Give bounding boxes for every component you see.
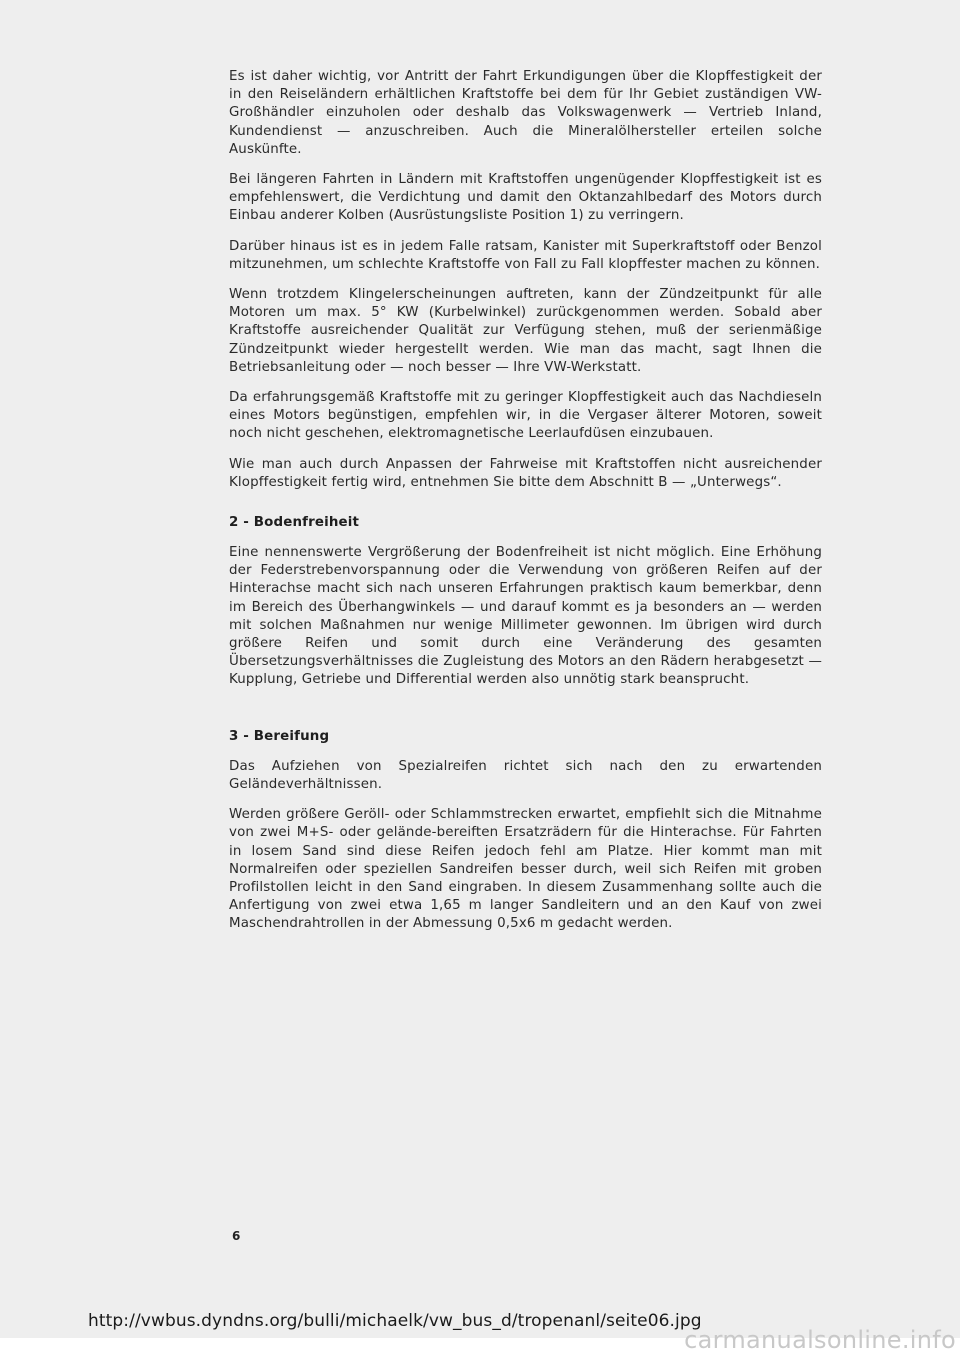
- paragraph-verdichtung: Bei längeren Fahrten in Ländern mit Kraftstoffen ungenügender Klopffestigkeit ist es empfehlenswert, die Verdichtung und damit den Oktanzahlbedarf des Motors durch Einbau anderer Kolben (Ausrüstungsliste Position 1) zu verringern.: [229, 172, 822, 224]
- paragraph-fahrweise: Wie man auch durch Anpassen der Fahrweise mit Kraftstoffen nicht ausreichender Klopffestigkeit fertig wird, entnehmen Sie bitte dem Abschnitt B — „Unterwegs“.: [229, 456, 822, 490]
- paragraph-nachdieseln: Da erfahrungsgemäß Kraftstoffe mit zu geringer Klopffestigkeit auch das Nachdieseln eines Motors begünstigen, empfehlen wir, in die Vergaser älterer Motoren, soweit noch nicht geschehen, elektromagnetische Leerlaufdüsen einzubauen.: [229, 390, 822, 442]
- paragraph-geroell-sand: Werden größere Geröll- oder Schlammstrecken erwartet, empfiehlt sich die Mitnahme von zwei M+S- oder gelände-bereiften Ersatzrädern für die Hinterachse. Für Fahrten in losem Sand sind diese Reifen jedoch fehl am Platze. Hier kommt man mit Normalreifen oder speziellen Sandreifen besser durch, weil sich Reifen mit groben Profilstollen leicht in den Sand eingraben. In diesem Zusammenhang sollte auch die Anfertigung von zwei etwa 1,65 m langer Sandleitern und an den Kauf von zwei Maschendrahtrollen in der Abmessung 0,5x6 m gedacht werden.: [229, 807, 822, 932]
- page-body: [229, 68, 822, 946]
- section-heading-bereifung: 3 - Bereifung: [229, 728, 330, 744]
- paragraph-klopffestigkeit-info: Es ist daher wichtig, vor Antritt der Fahrt Erkundigungen über die Klopffestigkeit der in den Reiseländern erhältlichen Kraftstoffe bei dem für Ihr Gebiet zuständigen VW-Großhändler einzuholen oder deshalb das Volkswagenwerk — Vertrieb Inland, Kundendienst — anzuschreiben. Auch die Mineralölhersteller erteilen solche Auskünfte.: [229, 69, 822, 157]
- paragraph-spezialreifen: Das Aufziehen von Spezialreifen richtet sich nach den zu erwartenden Geländeverhältnissen.: [229, 758, 822, 792]
- page-number: 6: [232, 1229, 241, 1243]
- site-watermark: carmanualsonline.info: [684, 1326, 956, 1354]
- source-url-link[interactable]: http://vwbus.dyndns.org/bulli/michaelk/vw_bus_d/tropenanl/seite06.jpg: [88, 1311, 702, 1331]
- paragraph-zuendzeitpunkt: Wenn trotzdem Klingelerscheinungen auftreten, kann der Zündzeitpunkt für alle Motoren um max. 5° KW (Kurbelwinkel) zurückgenommen werden. Sobald aber Kraftstoffe ausreichender Qualität zur Verfügung stehen, muß der serienmäßige Zündzeitpunkt wieder hergestellt werden. Wie man das macht, sagt Ihnen die Betriebsanleitung oder — noch besser — Ihre VW-Werkstatt.: [229, 287, 822, 375]
- paragraph-bodenfreiheit: Eine nennenswerte Vergrößerung der Bodenfreiheit ist nicht möglich. Eine Erhöhung der Federstrebenvorspannung oder die Verwendung von größeren Reifen auf der Hinterachse macht sich nach unseren Erfahrungen praktisch kaum bemerkbar, denn im Bereich des Überhangwinkels — und darauf kommt es ja besonders an — werden mit solchen Maßnahmen nur wenige Millimeter gewonnen. Im übrigen wird durch größere Reifen und somit durch eine Veränderung des gesamten Übersetzungsverhältnisses die Zugleistung des Motors an den Rädern herabgesetzt — Kupplung, Getriebe und Differential werden also unnötig stark beansprucht.: [229, 545, 822, 688]
- paragraph-kanister: Darüber hinaus ist es in jedem Falle ratsam, Kanister mit Superkraftstoff oder Benzol mitzunehmen, um schlechte Kraftstoffe von Fall zu Fall klopffester machen zu können.: [229, 238, 822, 272]
- section-heading-bodenfreiheit: 2 - Bodenfreiheit: [229, 515, 360, 531]
